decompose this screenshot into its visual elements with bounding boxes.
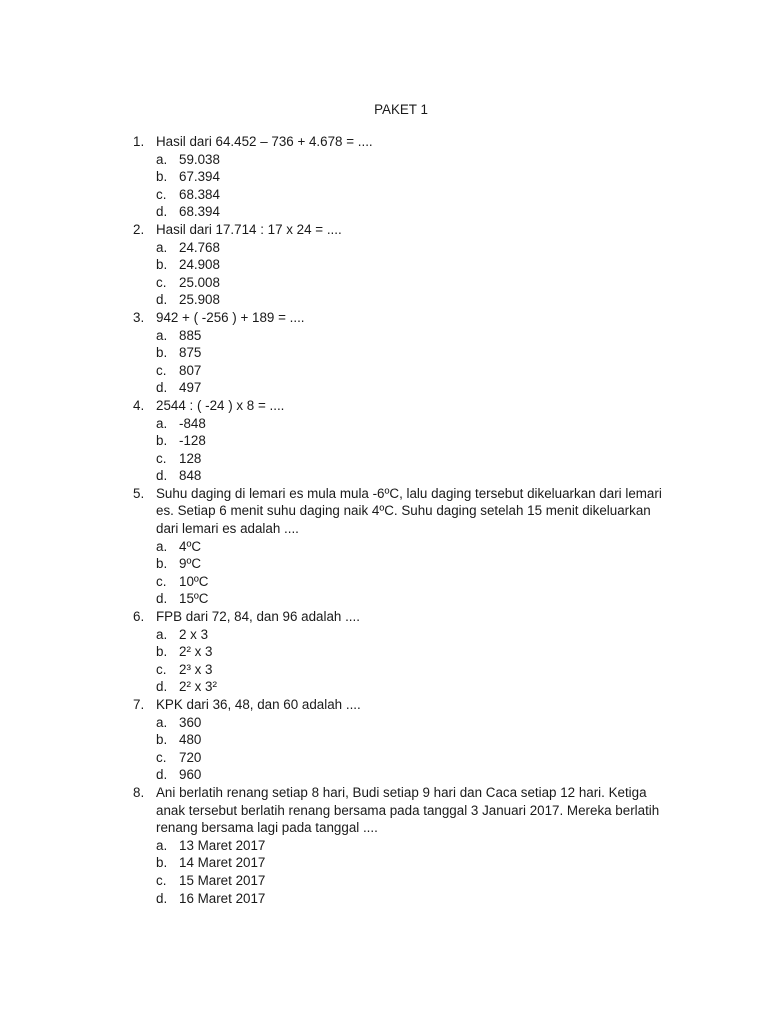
question-text: FPB dari 72, 84, dan 96 adalah .... [156, 609, 360, 625]
option-letter: c. [156, 274, 167, 290]
question-line [0, 802, 768, 820]
answer-option [0, 186, 768, 204]
question-number: 2. [133, 221, 145, 237]
option-letter: a. [156, 327, 168, 343]
option-text: 360 [179, 714, 202, 730]
option-text: 24.908 [179, 257, 220, 273]
option-letter: b. [156, 169, 168, 185]
question-line [0, 397, 768, 415]
question-line [0, 133, 768, 151]
option-letter: c. [156, 573, 167, 589]
answer-option [0, 291, 768, 309]
question-line [0, 819, 768, 837]
option-letter: a. [156, 538, 168, 554]
option-letter: a. [156, 151, 168, 167]
option-letter: d. [156, 468, 168, 484]
question-3 [0, 309, 768, 397]
option-letter: b. [156, 732, 168, 748]
option-text: 848 [179, 468, 202, 484]
answer-option [0, 203, 768, 221]
option-text: 885 [179, 327, 202, 343]
answer-option [0, 890, 768, 908]
option-letter: a. [156, 239, 168, 255]
answer-option [0, 274, 768, 292]
option-letter: b. [156, 257, 168, 273]
option-letter: d. [156, 767, 168, 783]
answer-option [0, 450, 768, 468]
option-text: 720 [179, 749, 202, 765]
question-number: 6. [133, 609, 145, 625]
option-letter: d. [156, 591, 168, 607]
option-text: 25.008 [179, 274, 220, 290]
answer-option [0, 626, 768, 644]
question-text: dari lemari es adalah .... [156, 521, 299, 537]
option-text: 960 [179, 767, 202, 783]
option-text: 15 Maret 2017 [179, 872, 266, 888]
question-text: anak tersebut berlatih renang bersama pada tanggal 3 Januari 2017. Mereka berlatih [156, 802, 660, 818]
question-number: 1. [133, 134, 145, 149]
question-text: 942 + ( -256 ) + 189 = .... [156, 309, 305, 325]
answer-option [0, 379, 768, 397]
question-text: Hasil dari 17.714 : 17 x 24 = .... [156, 221, 342, 237]
answer-option [0, 432, 768, 450]
answer-option [0, 590, 768, 608]
page-title: PAKET 1 [374, 102, 428, 117]
question-line [0, 309, 768, 327]
option-letter: a. [156, 626, 168, 642]
answer-option [0, 151, 768, 169]
option-text: 2 x 3 [179, 626, 209, 642]
option-letter: c. [156, 362, 167, 378]
option-letter: b. [156, 345, 168, 361]
question-line [0, 485, 768, 503]
question-line [0, 520, 768, 538]
answer-option [0, 678, 768, 696]
option-text: 497 [179, 380, 202, 396]
option-letter: d. [156, 292, 168, 308]
option-text: 68.394 [179, 204, 220, 220]
option-letter: b. [156, 556, 168, 572]
option-text: 14 Maret 2017 [179, 855, 266, 871]
option-letter: a. [156, 714, 168, 730]
answer-option [0, 749, 768, 767]
option-letter: b. [156, 644, 168, 660]
question-text: es. Setiap 6 menit suhu daging naik 4ºC. Suhu daging setelah 15 menit dikeluarkan [156, 503, 651, 519]
answer-option [0, 168, 768, 186]
option-letter: d. [156, 380, 168, 396]
answer-option [0, 467, 768, 485]
option-text: 4ºC [179, 538, 202, 554]
option-letter: d. [156, 204, 168, 220]
option-letter: d. [156, 890, 168, 906]
answer-option [0, 661, 768, 679]
question-6 [0, 608, 768, 696]
answer-option [0, 555, 768, 573]
option-text: 875 [179, 345, 202, 361]
question-number: 8. [133, 784, 145, 800]
option-text: 2² x 3² [179, 679, 217, 695]
answer-option [0, 327, 768, 345]
option-text: 15ºC [179, 591, 209, 607]
option-letter: c. [156, 661, 167, 677]
answer-option [0, 573, 768, 591]
option-text: -848 [179, 415, 206, 431]
question-text: Ani berlatih renang setiap 8 hari, Budi setiap 9 hari dan Caca setiap 12 hari. Ketiga [156, 784, 647, 800]
option-text: 10ºC [179, 573, 209, 589]
answer-option [0, 714, 768, 732]
question-text: Suhu daging di lemari es mula mula -6ºC, lalu daging tersebut dikeluarkan dari lemari [156, 485, 662, 501]
option-text: 2³ x 3 [179, 661, 213, 677]
option-letter: d. [156, 679, 168, 695]
question-text: KPK dari 36, 48, dan 60 adalah .... [156, 697, 361, 712]
option-text: 9ºC [179, 556, 202, 572]
option-text: 24.768 [179, 239, 220, 255]
option-letter: c. [156, 872, 167, 888]
option-letter: a. [156, 415, 168, 431]
answer-option [0, 731, 768, 749]
option-text: 480 [179, 732, 202, 748]
question-1 [0, 133, 768, 221]
question-number: 4. [133, 397, 145, 413]
option-text: 68.384 [179, 186, 220, 202]
question-text: 2544 : ( -24 ) x 8 = .... [156, 397, 285, 413]
option-text: 59.038 [179, 151, 220, 167]
question-4 [0, 397, 768, 485]
answer-option [0, 854, 768, 872]
question-line [0, 608, 768, 626]
option-text: 25.908 [179, 292, 220, 308]
option-text: 13 Maret 2017 [179, 837, 266, 853]
question-line [0, 696, 768, 714]
option-letter: b. [156, 855, 168, 871]
question-2 [0, 221, 768, 309]
option-letter: a. [156, 837, 168, 853]
question-number: 7. [133, 697, 145, 712]
answer-option [0, 766, 768, 784]
option-letter: b. [156, 433, 168, 449]
answer-option [0, 239, 768, 257]
question-line [0, 784, 768, 802]
option-text: 2² x 3 [179, 644, 213, 660]
answer-option [0, 837, 768, 855]
option-text: 67.394 [179, 169, 220, 185]
answer-option [0, 415, 768, 433]
option-letter: c. [156, 186, 167, 202]
option-text: 807 [179, 362, 202, 378]
answer-option [0, 344, 768, 362]
question-text: renang bersama lagi pada tanggal .... [156, 820, 378, 836]
question-number: 3. [133, 309, 145, 325]
option-text: -128 [179, 433, 206, 449]
option-letter: c. [156, 749, 167, 765]
question-5 [0, 485, 768, 608]
option-text: 128 [179, 450, 202, 466]
answer-option [0, 362, 768, 380]
question-number: 5. [133, 485, 145, 501]
answer-option [0, 643, 768, 661]
question-7 [0, 696, 768, 784]
answer-option [0, 256, 768, 274]
question-text: Hasil dari 64.452 – 736 + 4.678 = .... [156, 134, 373, 149]
question-8 [0, 784, 768, 907]
question-line [0, 502, 768, 520]
option-letter: c. [156, 450, 167, 466]
answer-option [0, 538, 768, 556]
question-list [0, 133, 768, 907]
option-text: 16 Maret 2017 [179, 890, 266, 906]
answer-option [0, 872, 768, 890]
question-line [0, 221, 768, 239]
